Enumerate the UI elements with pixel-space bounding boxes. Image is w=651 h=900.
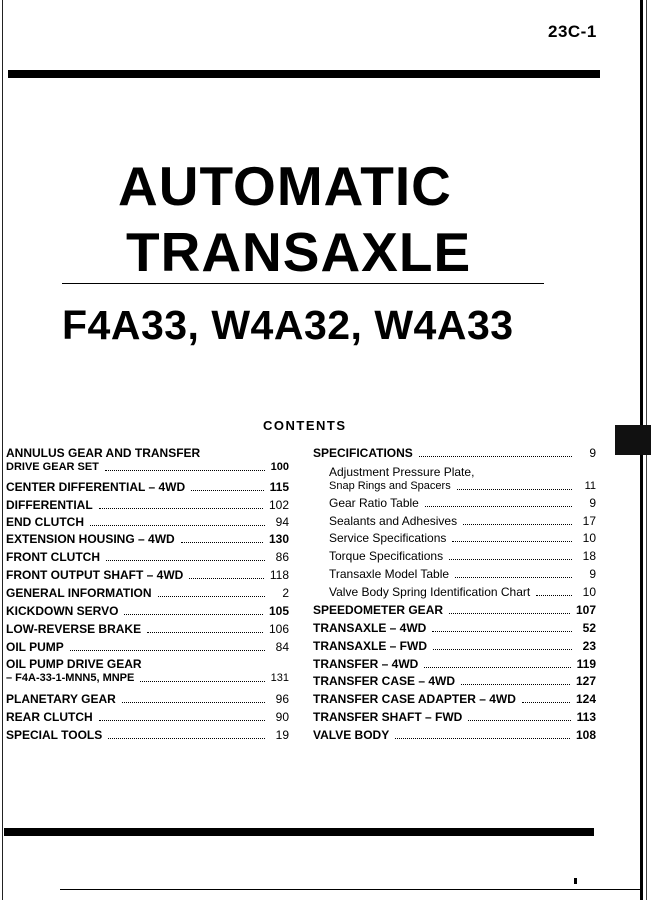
toc-entry[interactable] [6,446,289,473]
toc-entry[interactable] [313,549,596,563]
toc-entry[interactable] [313,531,596,545]
toc-entry-label: Torque Specifications [329,549,444,563]
toc-entry-label: EXTENSION HOUSING – 4WD [6,532,175,546]
dot-leader [99,719,265,721]
dot-leader [395,737,570,739]
toc-entry-page: 113 [576,710,596,724]
toc-entry-label-line1: OIL PUMP DRIVE GEAR [6,657,142,671]
toc-entry-label: Sealants and Adhesives [329,514,458,528]
toc-entry-label: Snap Rings and Spacers [329,480,451,492]
toc-entry-label: LOW-REVERSE BRAKE [6,622,142,636]
toc-entry-label: Gear Ratio Table [329,496,419,510]
toc-entry-page: 124 [575,692,596,706]
dot-leader [147,631,263,633]
dot-leader [457,488,572,490]
toc-entry-label: Valve Body Spring Identification Chart [329,585,531,599]
toc-entry-label: END CLUTCH [6,515,84,529]
dot-leader [122,701,265,703]
dot-leader [106,559,265,561]
dot-leader [108,737,265,739]
toc-entry-label: TRANSFER – 4WD [313,657,419,671]
dot-leader [449,558,572,560]
toc-entry-label: Transaxle Model Table [329,567,450,581]
toc-entry-page: 100 [270,461,289,473]
toc-entry-page: 108 [575,728,596,742]
dot-leader [433,648,572,650]
title-underline [62,283,544,284]
dot-leader [181,541,263,543]
section-number: 23C-1 [548,22,597,41]
toc-entry-page: 96 [275,692,289,706]
toc-entry-page: 131 [270,672,289,684]
toc-entry[interactable] [6,586,289,600]
toc-entry[interactable] [6,480,289,494]
toc-entry[interactable] [313,496,596,510]
toc-entry[interactable] [313,728,596,742]
toc-entry-label: TRANSFER CASE ADAPTER – 4WD [313,692,516,706]
toc-entry-page: 94 [275,515,289,529]
dot-leader [449,612,570,614]
model-numbers: F4A33, W4A32, W4A33 [62,302,514,348]
page-bottom-line [60,889,640,890]
toc-entry-page: 119 [576,657,596,671]
toc-entry-label: – F4A-33-1-MNN5, MNPE [6,672,135,684]
toc-entry-page: 130 [268,532,289,546]
toc-entry-page: 84 [275,640,289,654]
toc-entry-page: 118 [269,568,289,582]
toc-entry-page: 23 [582,639,596,653]
toc-entry-label: DRIVE GEAR SET [6,461,99,473]
dot-leader [99,507,263,509]
toc-entry-label: PLANETARY GEAR [6,692,116,706]
toc-entry[interactable] [313,567,596,581]
toc-entry[interactable] [6,640,289,654]
toc-entry-label-line1: ANNULUS GEAR AND TRANSFER [6,446,201,460]
toc-entry[interactable] [6,515,289,529]
toc-entry[interactable] [6,692,289,706]
toc-entry[interactable] [313,621,596,635]
toc-entry-page: 18 [582,549,596,563]
bottom-tick-mark [574,878,577,884]
bottom-rule [4,828,594,836]
dot-leader [70,649,265,651]
toc-entry[interactable] [313,465,596,492]
section-thumb-tab [615,425,651,455]
top-rule [8,70,600,78]
toc-entry-page: 105 [268,604,289,618]
toc-entry[interactable] [6,550,289,564]
toc-entry[interactable] [6,622,289,636]
dot-leader [432,630,572,632]
toc-entry-label: Service Specifications [329,531,447,545]
toc-entry[interactable] [313,710,596,724]
toc-entry-label: KICKDOWN SERVO [6,604,119,618]
toc-entry-label: TRANSAXLE – FWD [313,639,427,653]
toc-entry[interactable] [313,657,596,671]
dot-leader [424,666,570,668]
toc-entry-label: SPEEDOMETER GEAR [313,603,444,617]
toc-entry-page: 11 [584,480,596,492]
toc-entry-label: TRANSFER SHAFT – FWD [313,710,463,724]
toc-entry-label: REAR CLUTCH [6,710,93,724]
toc-entry-page: 10 [582,585,596,599]
title-line-2: TRANSAXLE [126,221,472,283]
dot-leader [90,524,265,526]
toc-entry[interactable] [6,604,289,618]
toc-entry-page: 10 [582,531,596,545]
dot-leader [105,469,265,471]
dot-leader [189,577,264,579]
toc-entry-page: 2 [282,586,289,600]
toc-entry-label: FRONT OUTPUT SHAFT – 4WD [6,568,184,582]
toc-entry[interactable] [6,710,289,724]
toc-entry-label: DIFFERENTIAL [6,498,93,512]
toc-entry-page: 127 [575,674,596,688]
dot-leader [522,701,570,703]
dot-leader [452,540,572,542]
toc-entry[interactable] [6,657,289,684]
dot-leader [419,455,572,457]
toc-entry-page: 106 [268,622,289,636]
toc-entry-page: 17 [582,514,596,528]
dot-leader [140,680,264,682]
dot-leader [463,523,572,525]
dot-leader [158,595,265,597]
contents-heading: CONTENTS [263,418,347,433]
toc-entry-label: FRONT CLUTCH [6,550,100,564]
dot-leader [455,576,572,578]
title-line-1: AUTOMATIC [118,155,452,217]
dot-leader [191,489,264,491]
toc-entry-label: GENERAL INFORMATION [6,586,152,600]
toc-entry-page: 86 [275,550,289,564]
toc-entry-page: 115 [269,480,289,494]
toc-entry-label: VALVE BODY [313,728,390,742]
left-page-edge [2,0,3,900]
toc-entry-page: 90 [275,710,289,724]
toc-entry[interactable] [313,639,596,653]
toc-entry-page: 9 [589,496,596,510]
toc-entry-page: 9 [589,446,596,460]
dot-leader [425,505,572,507]
toc-entry-label: CENTER DIFFERENTIAL – 4WD [6,480,186,494]
toc-entry-label: OIL PUMP [6,640,64,654]
toc-entry[interactable] [313,446,596,460]
toc-entry[interactable] [313,585,596,599]
toc-entry[interactable] [313,603,596,617]
dot-leader [536,594,572,596]
toc-entry-label: TRANSFER CASE – 4WD [313,674,456,688]
dot-leader [468,719,570,721]
toc-entry-label: SPECIAL TOOLS [6,728,103,742]
dot-leader [124,613,263,615]
toc-entry-label: TRANSAXLE – 4WD [313,621,427,635]
toc-entry[interactable] [313,674,596,688]
toc-entry-page: 9 [589,567,596,581]
toc-entry-label-line1: Adjustment Pressure Plate, [329,465,475,479]
toc-entry[interactable] [313,692,596,706]
toc-entry-page: 19 [275,728,289,742]
toc-entry[interactable] [6,498,289,512]
toc-entry-label: SPECIFICATIONS [313,446,413,460]
toc-entry-page: 102 [268,498,289,512]
toc-entry[interactable] [6,568,289,582]
dot-leader [461,683,570,685]
toc-entry[interactable] [6,728,289,742]
toc-entry[interactable] [313,514,596,528]
toc-entry[interactable] [6,532,289,546]
toc-entry-page: 52 [582,621,596,635]
toc-entry-page: 107 [575,603,596,617]
